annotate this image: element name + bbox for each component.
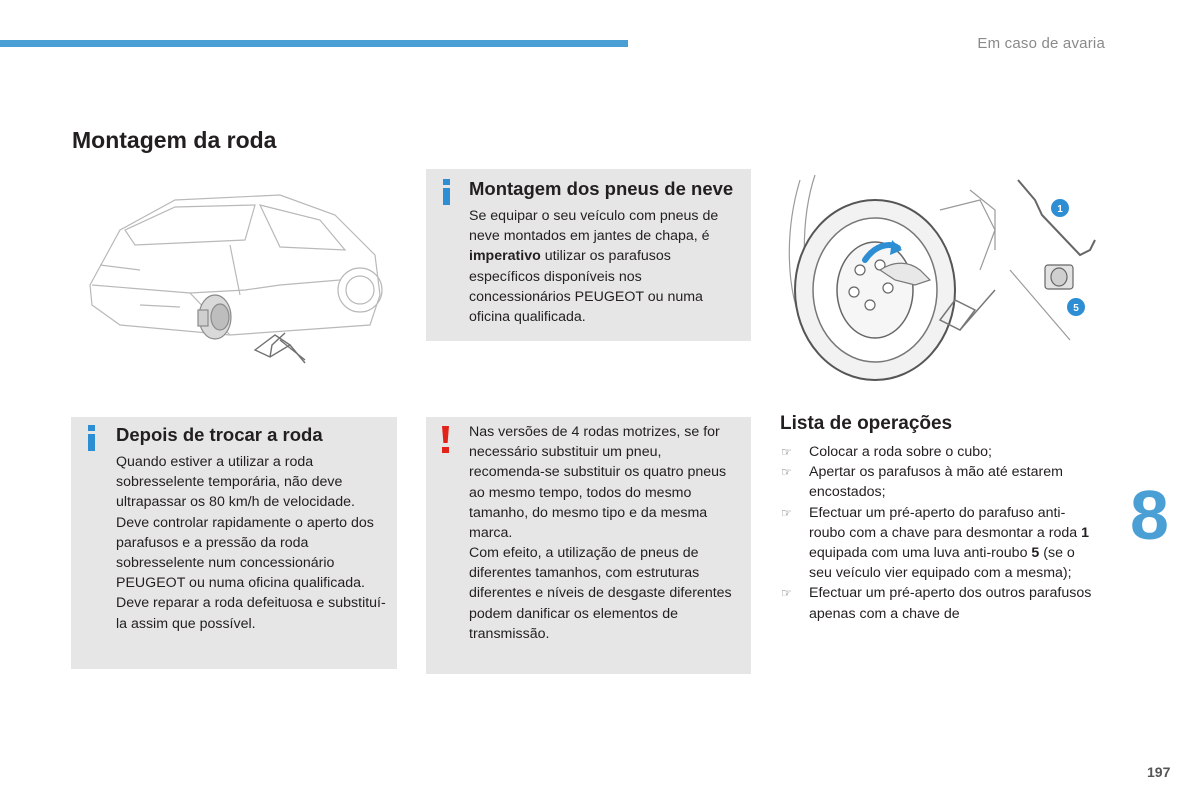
callout-5-label: 5 <box>1073 303 1079 314</box>
after-change-text: Quando estiver a utilizar a roda sobresselente temporária, não deve ultrapassar os 80 km/h de velocidade. Deve controlar rapidamente o aperto dos parafusos e a pressão da roda sobresselente num concessionário PEUGEOT ou numa oficina qualificada. Deve reparar a roda defeituosa e substituí-la assim que possível. <box>116 454 386 632</box>
hand-pointer-icon: ☞ <box>781 445 792 459</box>
snow-tyres-emphasis: imperativo <box>469 248 541 265</box>
page-number: 197 <box>1147 764 1171 780</box>
section-title: Em caso de avaria <box>977 35 1105 52</box>
hand-pointer-icon: ☞ <box>781 586 792 601</box>
header-accent-bar <box>0 40 628 47</box>
snow-tyres-text: Se equipar o seu veículo com pneus de neve montados em jantes de chapa, é imperativo utilizar os parafusos específicos disponíveis nos concessionários PEUGEOT ou numa oficina qualificada. <box>469 208 719 326</box>
after-change-info-box <box>71 417 397 669</box>
page-title: Montagem da roda <box>72 127 277 153</box>
chapter-number: 8 <box>1130 476 1169 554</box>
after-change-title: Depois de trocar a roda <box>116 424 323 445</box>
warning-box <box>426 417 751 674</box>
operation-item: ☞ Colocar a roda sobre o cubo; <box>781 442 1101 462</box>
wheel-mounting-illustration <box>780 170 1110 385</box>
operation-item: ☞ Efectuar um pré-aperto dos outros parafusos apenas com a chave de <box>781 585 1092 622</box>
warning-paragraph-1: Nas versões de 4 rodas motrizes, se for necessário substituir um pneu, recomenda-se substituir os quatro pneus ao mesmo tempo, todos do mesmo tamanho, do mesmo tipo e da mesma marca. <box>469 424 727 542</box>
snow-tyres-info-box <box>426 169 751 341</box>
car-on-jack-illustration <box>80 185 410 385</box>
operations-list <box>781 442 1101 624</box>
operation-item: ☞ Apertar os parafusos à mão até estarem encostados; <box>781 464 1063 501</box>
hand-pointer-icon: ☞ <box>781 465 792 480</box>
warning-paragraph-2: Com efeito, a utilização de pneus de diferentes tamanhos, com estruturas diferentes e níveis de desgaste diferentes podem danificar os elementos de transmissão. <box>469 545 732 642</box>
callout-1-label: 1 <box>1057 204 1063 215</box>
snow-tyres-title: Montagem dos pneus de neve <box>469 178 734 199</box>
hand-pointer-icon: ☞ <box>781 505 792 520</box>
operation-item: ☞ Efectuar um pré-aperto do parafuso anti-roubo com a chave para desmontar a roda 1 equipada com uma luva anti-roubo 5 (se o seu veículo vier equipado com a mesma); <box>781 504 1089 582</box>
operations-title: Lista de operações <box>780 413 953 434</box>
